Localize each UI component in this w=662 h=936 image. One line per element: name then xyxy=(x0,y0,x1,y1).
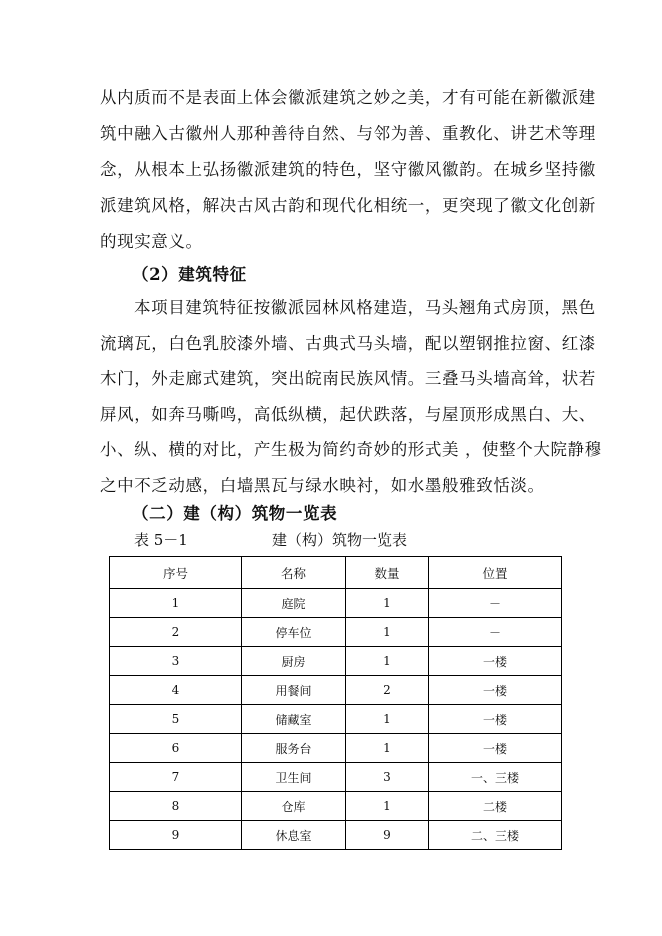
paragraph-2-line-1: 本项目建筑特征按徽派园林风格建造，马头翘角式房顶，黑色 xyxy=(134,298,596,317)
cell-name: 停车位 xyxy=(242,618,346,647)
table-row xyxy=(110,821,562,850)
cell-quantity: 3 xyxy=(346,763,429,792)
paragraph-2-line-2: 流璃瓦，白色乳胶漆外墙、古典式马头墙，配以塑钢推拉窗、红漆 xyxy=(100,334,596,353)
cell-index: 1 xyxy=(110,589,242,618)
cell-index: 2 xyxy=(110,618,242,647)
cell-name: 厨房 xyxy=(242,647,346,676)
cell-quantity: 1 xyxy=(346,705,429,734)
cell-index: 8 xyxy=(110,792,242,821)
paragraph-1-line-2: 筑中融入古徽州人那种善待自然、与邻为善、重教化、讲艺术等理 xyxy=(100,124,596,143)
cell-quantity: 1 xyxy=(346,734,429,763)
cell-name: 用餐间 xyxy=(242,676,346,705)
paragraph-1-line-1: 从内质而不是表面上体会徽派建筑之妙之美，才有可能在新徽派建 xyxy=(100,88,596,107)
table-row xyxy=(110,763,562,792)
cell-index: 9 xyxy=(110,821,242,850)
table-row xyxy=(110,647,562,676)
paragraph-1-line-4: 派建筑风格，解决古风古韵和现代化相统一，更突现了徽文化创新 xyxy=(100,196,596,215)
paragraph-1-line-3: 念，从根本上弘扬徽派建筑的特色，坚守徽风徽韵。在城乡坚持徽 xyxy=(100,160,596,179)
table-row xyxy=(110,792,562,821)
header-name: 名称 xyxy=(242,557,346,589)
paragraph-2-line-4: 屏风，如奔马嘶鸣，高低纵横，起伏跌落，与屋顶形成黑白、大、 xyxy=(100,405,596,424)
section-heading: （二）建（构）筑物一览表 xyxy=(132,504,338,523)
cell-index: 3 xyxy=(110,647,242,676)
cell-quantity: 1 xyxy=(346,618,429,647)
cell-name: 仓库 xyxy=(242,792,346,821)
header-location: 位置 xyxy=(429,557,562,589)
cell-name: 卫生间 xyxy=(242,763,346,792)
cell-index: 4 xyxy=(110,676,242,705)
table-row xyxy=(110,676,562,705)
cell-location: 一、三楼 xyxy=(429,763,562,792)
cell-location: 二楼 xyxy=(429,792,562,821)
paragraph-2-line-6: 之中不乏动感，白墙黑瓦与绿水映衬，如水墨般雅致恬淡。 xyxy=(100,476,545,495)
cell-location: － xyxy=(429,589,562,618)
header-index: 序号 xyxy=(110,557,242,589)
paragraph-2-line-5: 小、纵、横的对比，产生极为简约奇妙的形式美 ，使整个大院静穆 xyxy=(100,440,602,459)
cell-quantity: 1 xyxy=(346,792,429,821)
section-2-heading: （2）建筑特征 xyxy=(132,265,247,284)
cell-name: 储藏室 xyxy=(242,705,346,734)
paragraph-1-line-5: 的现实意义。 xyxy=(100,232,203,251)
cell-location: 一楼 xyxy=(429,705,562,734)
cell-index: 6 xyxy=(110,734,242,763)
cell-index: 5 xyxy=(110,705,242,734)
table-caption-number: 表 5－1 xyxy=(134,531,188,549)
table-row xyxy=(110,589,562,618)
cell-location: － xyxy=(429,618,562,647)
cell-name: 庭院 xyxy=(242,589,346,618)
cell-quantity: 1 xyxy=(346,647,429,676)
cell-quantity: 2 xyxy=(346,676,429,705)
cell-quantity: 1 xyxy=(346,589,429,618)
header-quantity: 数量 xyxy=(346,557,429,589)
cell-name: 休息室 xyxy=(242,821,346,850)
paragraph-2-line-3: 木门，外走廊式建筑，突出皖南民族风情。三叠马头墙高耸，状若 xyxy=(100,369,596,388)
table-header-row xyxy=(110,557,562,589)
table-caption-title: 建（构）筑物一览表 xyxy=(272,531,408,549)
table-row xyxy=(110,705,562,734)
cell-location: 一楼 xyxy=(429,647,562,676)
structures-table xyxy=(109,556,562,850)
cell-location: 二、三楼 xyxy=(429,821,562,850)
cell-location: 一楼 xyxy=(429,734,562,763)
cell-location: 一楼 xyxy=(429,676,562,705)
cell-index: 7 xyxy=(110,763,242,792)
table-row xyxy=(110,618,562,647)
cell-quantity: 9 xyxy=(346,821,429,850)
table-row xyxy=(110,734,562,763)
cell-name: 服务台 xyxy=(242,734,346,763)
